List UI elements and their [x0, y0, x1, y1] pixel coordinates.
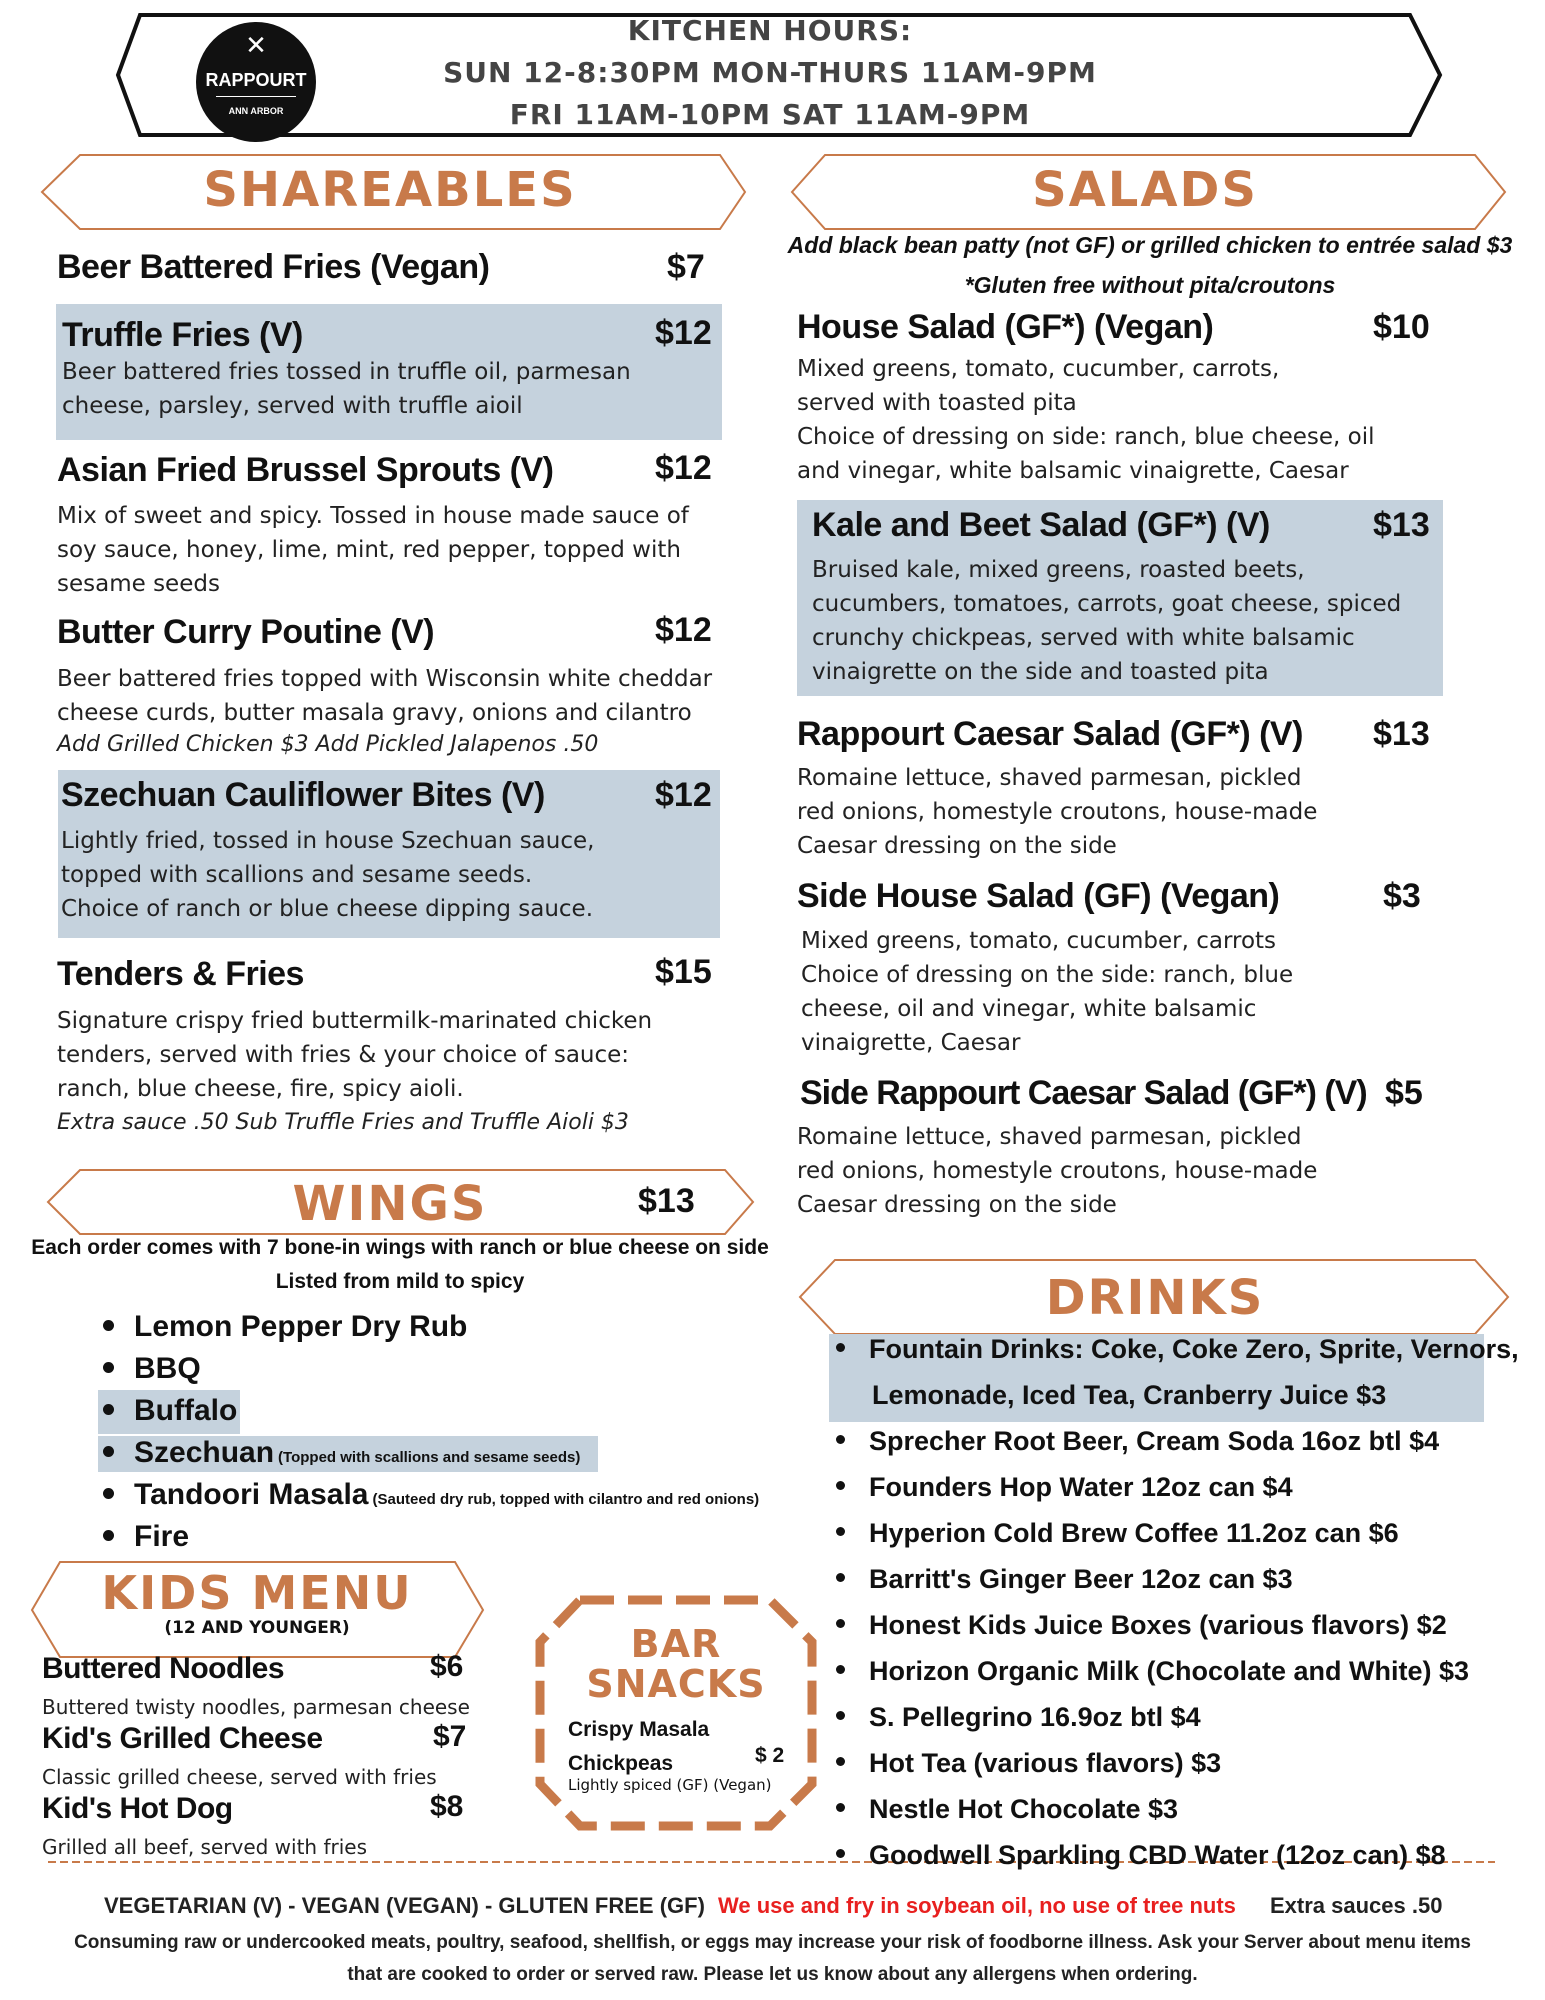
hours-line-1: SUN 12-8:30PM MON-THURS 11AM-9PM — [443, 56, 1097, 89]
bullet-icon — [103, 1362, 114, 1373]
bullet-icon — [103, 1404, 114, 1415]
drink-name: Founders Hop Water 12oz can $4 — [869, 1472, 1293, 1502]
bullet-icon — [836, 1757, 845, 1766]
list-item — [836, 1702, 1201, 1733]
menu-item-price: $12 — [655, 611, 712, 649]
drink-name: Honest Kids Juice Boxes (various flavors) $2 — [869, 1610, 1447, 1640]
menu-item-name: Asian Fried Brussel Sprouts (V) — [57, 451, 554, 489]
logo-name: RAPPOURT — [205, 70, 307, 90]
menu-item-desc: Beer battered fries tossed in truffle oil, parmesan — [62, 359, 631, 385]
menu-item-name: Beer Battered Fries (Vegan) — [57, 248, 490, 286]
menu-item-price: $7 — [433, 1720, 467, 1753]
menu-item-desc: Romaine lettuce, shaved parmesan, pickled — [797, 1124, 1302, 1150]
menu-item-desc: Grilled all beef, served with fries — [42, 1835, 368, 1859]
menu-item-desc: cheese, parsley, served with truffle aioil — [62, 393, 523, 419]
list-item — [103, 1478, 759, 1512]
flavor-note: (Topped with scallions and sesame seeds) — [278, 1449, 581, 1466]
menu-item-price: $5 — [1385, 1074, 1423, 1112]
menu-item-name: Kale and Beet Salad (GF*) (V) — [812, 506, 1270, 544]
menu-item-name: Tenders & Fries — [57, 955, 304, 993]
flavor-name: Lemon Pepper Dry Rub — [134, 1310, 468, 1343]
menu-item-name: Rappourt Caesar Salad (GF*) (V) — [797, 715, 1303, 753]
menu-item-price: $8 — [430, 1790, 464, 1823]
salads-gf-note: *Gluten free without pita/croutons — [964, 272, 1336, 298]
list-item — [836, 1656, 1469, 1687]
logo-city: ANN ARBOR — [228, 106, 284, 116]
menu-item-desc: Mixed greens, tomato, cucumber, carrots, — [797, 356, 1280, 382]
list-item — [836, 1794, 1178, 1825]
salads-subtitle: Add black bean patty (not GF) or grilled chicken to entrée salad $3 — [787, 232, 1513, 258]
menu-item-desc: red onions, homestyle croutons, house-made — [797, 799, 1318, 825]
list-item — [836, 1472, 1293, 1503]
logo — [196, 22, 316, 142]
menu-item-price: $13 — [1373, 715, 1430, 753]
menu-item-name: Side House Salad (GF) (Vegan) — [797, 877, 1280, 915]
bullet-icon — [836, 1849, 845, 1858]
kids-subtitle: (12 AND YOUNGER) — [164, 1618, 350, 1638]
wings-price: $13 — [638, 1182, 695, 1220]
menu-item-desc: Classic grilled cheese, served with fries — [42, 1765, 437, 1789]
menu-item-price: $12 — [655, 314, 712, 352]
bar-snack-price: $ 2 — [755, 1744, 785, 1767]
drink-name: Barritt's Ginger Beer 12oz can $3 — [869, 1564, 1293, 1594]
flavor-note: (Sauteed dry rub, topped with cilantro and red onions) — [372, 1491, 760, 1508]
drink-name: Nestle Hot Chocolate $3 — [869, 1794, 1179, 1824]
list-item-continued — [872, 1380, 1386, 1411]
drinks-title: DRINKS — [1045, 1270, 1265, 1326]
menu-item-desc: Bruised kale, mixed greens, roasted beets, — [812, 557, 1305, 583]
list-item — [103, 1436, 580, 1470]
bullet-icon — [836, 1711, 845, 1720]
menu-item-desc: red onions, homestyle croutons, house-made — [797, 1158, 1318, 1184]
menu-item-price: $10 — [1373, 308, 1430, 346]
menu-item-name: Buttered Noodles — [42, 1652, 285, 1685]
menu-item-desc: cheese, oil and vinegar, white balsamic — [801, 996, 1257, 1022]
menu-item-desc: Caesar dressing on the side — [797, 833, 1117, 859]
wings-title: WINGS — [292, 1176, 488, 1232]
menu-item-desc: cucumbers, tomatoes, carrots, goat cheese, spiced — [812, 591, 1402, 617]
logo-divider — [216, 96, 296, 97]
bullet-icon — [103, 1446, 114, 1457]
drink-name: Lemonade, Iced Tea, Cranberry Juice $3 — [872, 1380, 1387, 1410]
flavor-name: BBQ — [134, 1352, 201, 1385]
menu-item-name: House Salad (GF*) (Vegan) — [797, 308, 1214, 346]
menu-item-desc: served with toasted pita — [797, 390, 1077, 416]
menu-item-desc: Choice of ranch or blue cheese dipping sauce. — [61, 896, 594, 922]
drink-name: Fountain Drinks: Coke, Coke Zero, Sprite, Vernors, — [869, 1334, 1519, 1364]
bar-snack-name: Chickpeas — [568, 1752, 674, 1775]
diet-legend: VEGETARIAN (V) - VEGAN (VEGAN) - GLUTEN FREE (GF) — [104, 1893, 705, 1918]
menu-item-price: $7 — [667, 248, 705, 286]
menu-item-desc: cheese curds, butter masala gravy, onions and cilantro — [57, 700, 692, 726]
hours-line-2: FRI 11AM-10PM SAT 11AM-9PM — [509, 98, 1031, 131]
health-warning: Consuming raw or undercooked meats, poultry, seafood, shellfish, or eggs may increase your risk of foodborne illness. Ask your Server about menu items — [74, 1932, 1471, 1953]
menu-item-desc: topped with scallions and sesame seeds. — [61, 862, 533, 888]
menu-item-desc: Choice of dressing on side: ranch, blue cheese, oil — [797, 424, 1375, 450]
list-item — [836, 1564, 1293, 1595]
menu-item-desc: vinaigrette, Caesar — [801, 1030, 1021, 1056]
menu-item-name: Szechuan Cauliflower Bites (V) — [61, 776, 545, 814]
bar-snacks-title-1: BAR — [630, 1622, 722, 1666]
menu-item-desc: sesame seeds — [57, 571, 220, 597]
menu-item-desc: Buttered twisty noodles, parmesan cheese — [42, 1695, 470, 1719]
bullet-icon — [103, 1320, 114, 1331]
menu-item-price: $13 — [1373, 506, 1430, 544]
flavor-name: Tandoori Masala — [134, 1478, 369, 1511]
list-item — [836, 1426, 1439, 1457]
drink-name: Hyperion Cold Brew Coffee 11.2oz can $6 — [869, 1518, 1399, 1548]
health-warning: that are cooked to order or served raw. Please let us know about any allergens when ordering. — [347, 1964, 1198, 1985]
menu-item-price: $6 — [430, 1650, 464, 1683]
drink-name: Sprecher Root Beer, Cream Soda 16oz btl $4 — [869, 1426, 1440, 1456]
bullet-icon — [836, 1435, 845, 1444]
drink-name: Goodwell Sparkling CBD Water (12oz can) $8 — [869, 1840, 1446, 1870]
list-item — [103, 1310, 467, 1344]
drink-name: S. Pellegrino 16.9oz btl $4 — [869, 1702, 1201, 1732]
bullet-icon — [836, 1665, 845, 1674]
menu-item-desc: and vinegar, white balsamic vinaigrette, Caesar — [797, 458, 1349, 484]
bullet-icon — [836, 1803, 845, 1812]
bar-snack-desc: Lightly spiced (GF) (Vegan) — [568, 1776, 772, 1794]
menu-item-name: Kid's Grilled Cheese — [42, 1722, 323, 1755]
salads-title: SALADS — [1032, 162, 1258, 218]
menu-item-desc: crunchy chickpeas, served with white balsamic — [812, 625, 1355, 651]
menu-item-desc: tenders, served with fries & your choice of sauce: — [57, 1042, 630, 1068]
menu-item-desc: Choice of dressing on the side: ranch, blue — [801, 962, 1294, 988]
fork-knife-icon: ✕ — [245, 30, 267, 60]
flavor-name: Fire — [134, 1520, 190, 1553]
list-item — [836, 1748, 1221, 1779]
list-item — [836, 1334, 1519, 1365]
list-item — [103, 1394, 237, 1428]
menu-item-name: Kid's Hot Dog — [42, 1792, 233, 1825]
bullet-icon — [836, 1573, 845, 1582]
menu-item-desc: Lightly fried, tossed in house Szechuan sauce, — [61, 828, 595, 854]
menu-item-desc: vinaigrette on the side and toasted pita — [812, 659, 1269, 685]
shareables-title: SHAREABLES — [203, 162, 577, 218]
allergen-notice: We use and fry in soybean oil, no use of tree nuts — [718, 1893, 1236, 1918]
menu-item-price: $3 — [1383, 877, 1421, 915]
flavor-name: Szechuan — [134, 1436, 275, 1469]
menu-item-name: Truffle Fries (V) — [62, 316, 303, 354]
list-item — [836, 1840, 1446, 1871]
bullet-icon — [103, 1488, 114, 1499]
extra-sauces: Extra sauces .50 — [1270, 1893, 1443, 1918]
menu-item-price: $12 — [655, 776, 712, 814]
menu-item-name: Butter Curry Poutine (V) — [57, 613, 435, 651]
list-item — [103, 1352, 201, 1386]
menu-item-desc: ranch, blue cheese, fire, spicy aioli. — [57, 1076, 464, 1102]
list-item — [103, 1520, 189, 1554]
drink-name: Hot Tea (various flavors) $3 — [869, 1748, 1222, 1778]
kids-title: KIDS MENU — [101, 1566, 413, 1620]
bullet-icon — [103, 1530, 114, 1541]
list-item — [836, 1610, 1447, 1641]
wings-order-note: Listed from mild to spicy — [275, 1270, 525, 1293]
bar-snack-name: Crispy Masala — [568, 1718, 710, 1741]
menu-item-note: Add Grilled Chicken $3 Add Pickled Jalapenos .50 — [57, 732, 599, 757]
bullet-icon — [836, 1343, 845, 1352]
bullet-icon — [836, 1619, 845, 1628]
bar-snacks-title-2: SNACKS — [586, 1662, 766, 1706]
bullet-icon — [836, 1527, 845, 1536]
drink-name: Horizon Organic Milk (Chocolate and White) $3 — [869, 1656, 1470, 1686]
flavor-name: Buffalo — [134, 1394, 238, 1427]
menu-item-desc: Beer battered fries topped with Wisconsin white cheddar — [57, 666, 713, 692]
kitchen-hours-title: KITCHEN HOURS: — [627, 14, 913, 47]
list-item — [836, 1518, 1399, 1549]
menu-item-desc: Mixed greens, tomato, cucumber, carrots — [801, 928, 1277, 954]
menu-item-desc: Caesar dressing on the side — [797, 1192, 1117, 1218]
menu-item-desc: Mix of sweet and spicy. Tossed in house made sauce of — [57, 503, 689, 529]
menu-item-desc: Signature crispy fried buttermilk-marinated chicken — [57, 1008, 653, 1034]
menu-item-desc: Romaine lettuce, shaved parmesan, pickled — [797, 765, 1302, 791]
menu-item-price: $15 — [655, 953, 712, 991]
menu-item-price: $12 — [655, 449, 712, 487]
menu-item-note: Extra sauce .50 Sub Truffle Fries and Truffle Aioli $3 — [57, 1110, 629, 1135]
wings-subtitle: Each order comes with 7 bone-in wings with ranch or blue cheese on side — [31, 1236, 769, 1259]
bullet-icon — [836, 1481, 845, 1490]
menu-item-desc: soy sauce, honey, lime, mint, red pepper, topped with — [57, 537, 681, 563]
menu-item-name: Side Rappourt Caesar Salad (GF*) (V) — [800, 1074, 1367, 1112]
